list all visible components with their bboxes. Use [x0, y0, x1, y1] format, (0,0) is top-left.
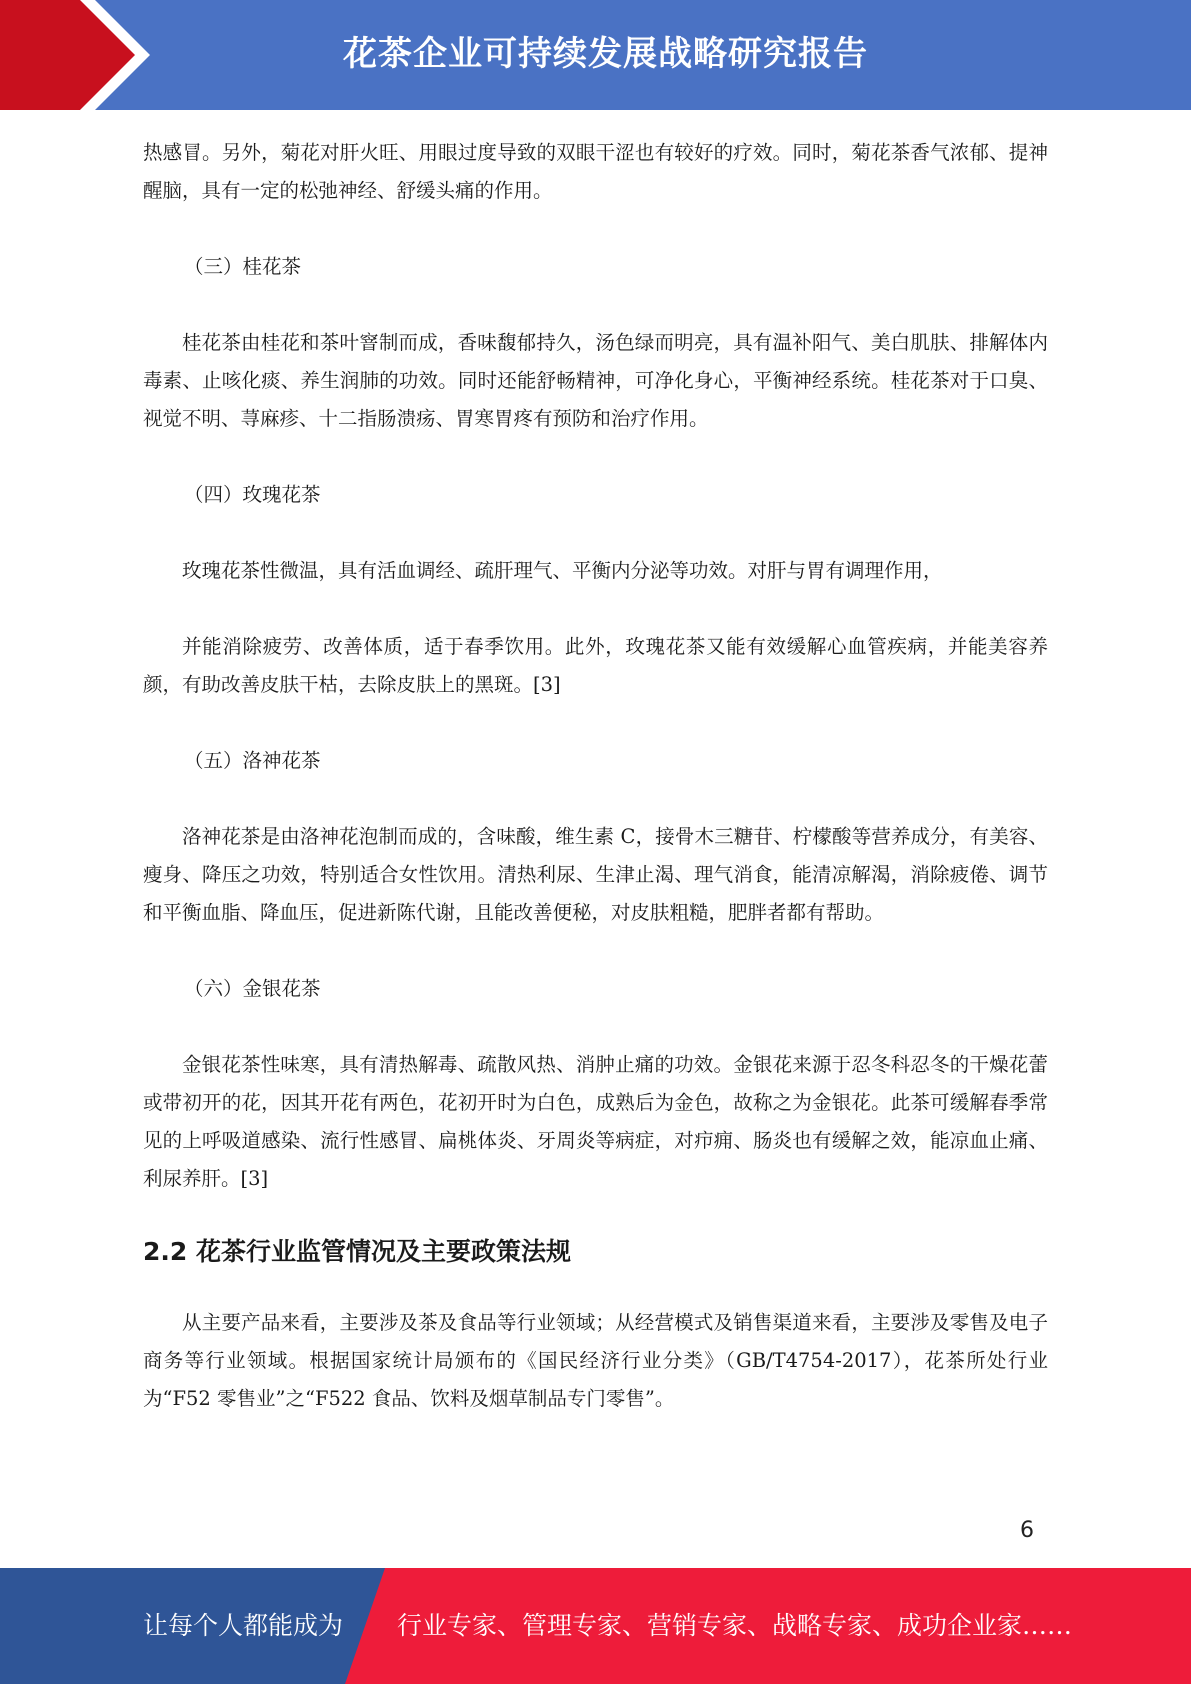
footer-slogan-left: 让每个人都能成为: [143, 1611, 344, 1640]
paragraph-regulation: 从主要产品来看，主要涉及茶及食品等行业领域；从经营模式及销售渠道来看，主要涉及零售及电子商务等行业领域。根据国家统计局颁布的《国民经济行业分类》（GB/T4754-2017），花茶所处行业为“F52 零售业”之“F522 食品、饮料及烟草制品专门零售”。: [143, 1311, 1048, 1410]
subheading-roselle-tea: （五）洛神花茶: [184, 749, 321, 772]
page-number: 6: [1020, 1518, 1034, 1543]
subheading-rose-tea: （四）玫瑰花茶: [184, 483, 321, 506]
report-title: 花茶企业可持续发展战略研究报告: [343, 34, 868, 74]
page-header: [0, 0, 1191, 110]
paragraph-rose-tea-a: 玫瑰花茶性微温，具有活血调经、疏肝理气、平衡内分泌等功效。对肝与胃有调理作用，: [182, 559, 943, 582]
paragraph-honeysuckle-tea: 金银花茶性味寒，具有清热解毒、疏散风热、消肿止痛的功效。金银花来源于忍冬科忍冬的干燥花蕾或带初开的花，因其开花有两色，花初开时为白色，成熟后为金色，故称之为金银花。此茶可缓解春季常见的上呼吸道感染、流行性感冒、扁桃体炎、牙周炎等病症，对疖痈、肠炎也有缓解之效，能凉血止痛、利尿养肝。[3]: [143, 1053, 1048, 1190]
subheading-honeysuckle-tea: （六）金银花茶: [184, 977, 321, 1000]
footer-slogan-right: 行业专家、管理专家、营销专家、战略专家、成功企业家……: [397, 1611, 1073, 1640]
section-title: 2.2 花茶行业监管情况及主要政策法规: [143, 1237, 571, 1266]
paragraph-intro: 热感冒。另外，菊花对肝火旺、用眼过度导致的双眼干涩也有较好的疗效。同时，菊花茶香气浓郁、提神醒脑，具有一定的松弛神经、舒缓头痛的作用。: [143, 141, 1048, 202]
paragraph-roselle-tea: 洛神花茶是由洛神花泡制而成的，含味酸，维生素 C，接骨木三糖苷、柠檬酸等营养成分，有美容、瘦身、降压之功效，特别适合女性饮用。清热利尿、生津止渴、理气消食，能清凉解渴，消除疲倦、调节和平衡血脂、降血压，促进新陈代谢，且能改善便秘，对皮肤粗糙，肥胖者都有帮助。: [143, 825, 1048, 924]
paragraph-rose-tea-b: 并能消除疲劳、改善体质，适于春季饮用。此外，玫瑰花茶又能有效缓解心血管疾病，并能美容养颜，有助改善皮肤干枯，去除皮肤上的黑斑。[3]: [143, 635, 1048, 696]
paragraph-osmanthus-tea: 桂花茶由桂花和茶叶窨制而成，香味馥郁持久，汤色绿而明亮，具有温补阳气、美白肌肤、排解体内毒素、止咳化痰、养生润肺的功效。同时还能舒畅精神，可净化身心，平衡神经系统。桂花茶对于口臭、视觉不明、荨麻疹、十二指肠溃疡、胃寒胃疼有预防和治疗作用。: [143, 331, 1048, 430]
document-body: [143, 134, 1048, 1456]
page-footer: [0, 1568, 1191, 1684]
subheading-osmanthus-tea: （三）桂花茶: [184, 255, 302, 278]
